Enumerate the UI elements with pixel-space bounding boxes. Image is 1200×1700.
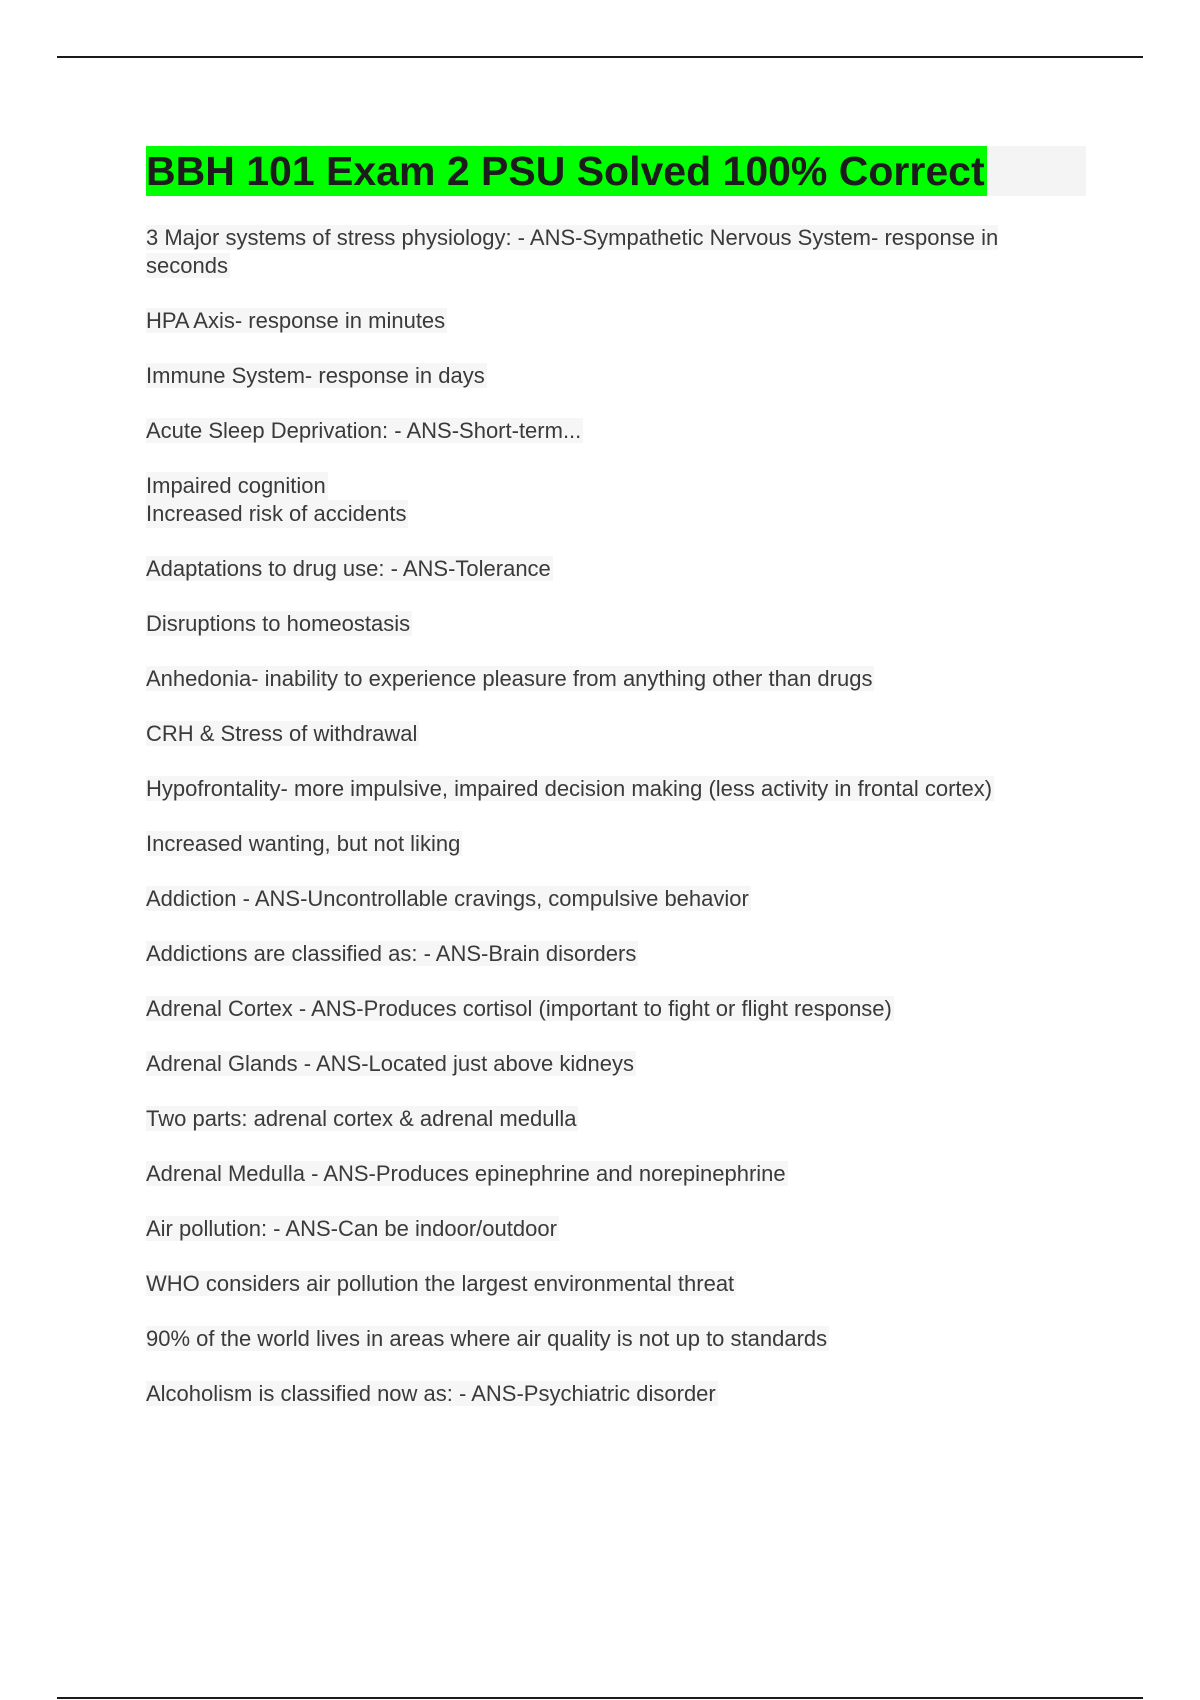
list-item-text: Adrenal Cortex - ANS-Produces cortisol (important to fight or flight response) [146, 996, 892, 1021]
list-item [146, 885, 1086, 913]
list-item-text: Impaired cognition [146, 473, 326, 498]
list-item [146, 362, 1086, 390]
list-item-text: Air pollution: - ANS-Can be indoor/outdoor [146, 1216, 557, 1241]
document-title: BBH 101 Exam 2 PSU Solved 100% Correct [146, 148, 985, 194]
list-item [146, 830, 1086, 858]
list-item [146, 1160, 1086, 1188]
list-item-text: Acute Sleep Deprivation: - ANS-Short-term... [146, 418, 582, 443]
qa-list [146, 224, 1086, 1408]
list-item [146, 555, 1086, 583]
list-item [146, 224, 1086, 280]
list-item [146, 472, 1086, 528]
list-item-text: Adrenal Medulla - ANS-Produces epinephrine and norepinephrine [146, 1161, 786, 1186]
list-item [146, 1215, 1086, 1243]
list-item [146, 940, 1086, 968]
list-item-text: 3 Major systems of stress physiology: - ANS-Sympathetic Nervous System- response in seconds [146, 225, 999, 278]
list-item [146, 1270, 1086, 1298]
list-item [146, 665, 1086, 693]
list-item-text: Hypofrontality- more impulsive, impaired decision making (less activity in frontal cortex) [146, 776, 993, 801]
list-item [146, 775, 1086, 803]
list-item [146, 1105, 1086, 1133]
list-item [146, 1050, 1086, 1078]
list-item [146, 307, 1086, 335]
header-rule [57, 56, 1143, 58]
list-item [146, 720, 1086, 748]
list-item-text: 90% of the world lives in areas where air quality is not up to standards [146, 1326, 828, 1351]
list-item-text: Adrenal Glands - ANS-Located just above kidneys [146, 1051, 634, 1076]
title-band [146, 146, 1086, 196]
list-item-text: Disruptions to homeostasis [146, 611, 411, 636]
list-item-text: Increased risk of accidents [146, 501, 407, 526]
list-item-text: Alcoholism is classified now as: - ANS-Psychiatric disorder [146, 1381, 716, 1406]
list-item [146, 610, 1086, 638]
list-item-text: Two parts: adrenal cortex & adrenal medulla [146, 1106, 577, 1131]
list-item-text: Addictions are classified as: - ANS-Brain disorders [146, 941, 637, 966]
list-item-text: Anhedonia- inability to experience pleasure from anything other than drugs [146, 666, 873, 691]
list-item-text: CRH & Stress of withdrawal [146, 721, 418, 746]
list-item [146, 417, 1086, 445]
list-item-text: WHO considers air pollution the largest environmental threat [146, 1271, 735, 1296]
list-item-text: Addiction - ANS-Uncontrollable cravings, compulsive behavior [146, 886, 749, 911]
document-body [146, 146, 1086, 1435]
footer-rule [57, 1697, 1143, 1699]
list-item [146, 1325, 1086, 1353]
list-item [146, 995, 1086, 1023]
list-item [146, 1380, 1086, 1408]
list-item-text: Adaptations to drug use: - ANS-Tolerance [146, 556, 551, 581]
list-item-text: HPA Axis- response in minutes [146, 308, 446, 333]
list-item-text: Increased wanting, but not liking [146, 831, 461, 856]
list-item-text: Immune System- response in days [146, 363, 485, 388]
